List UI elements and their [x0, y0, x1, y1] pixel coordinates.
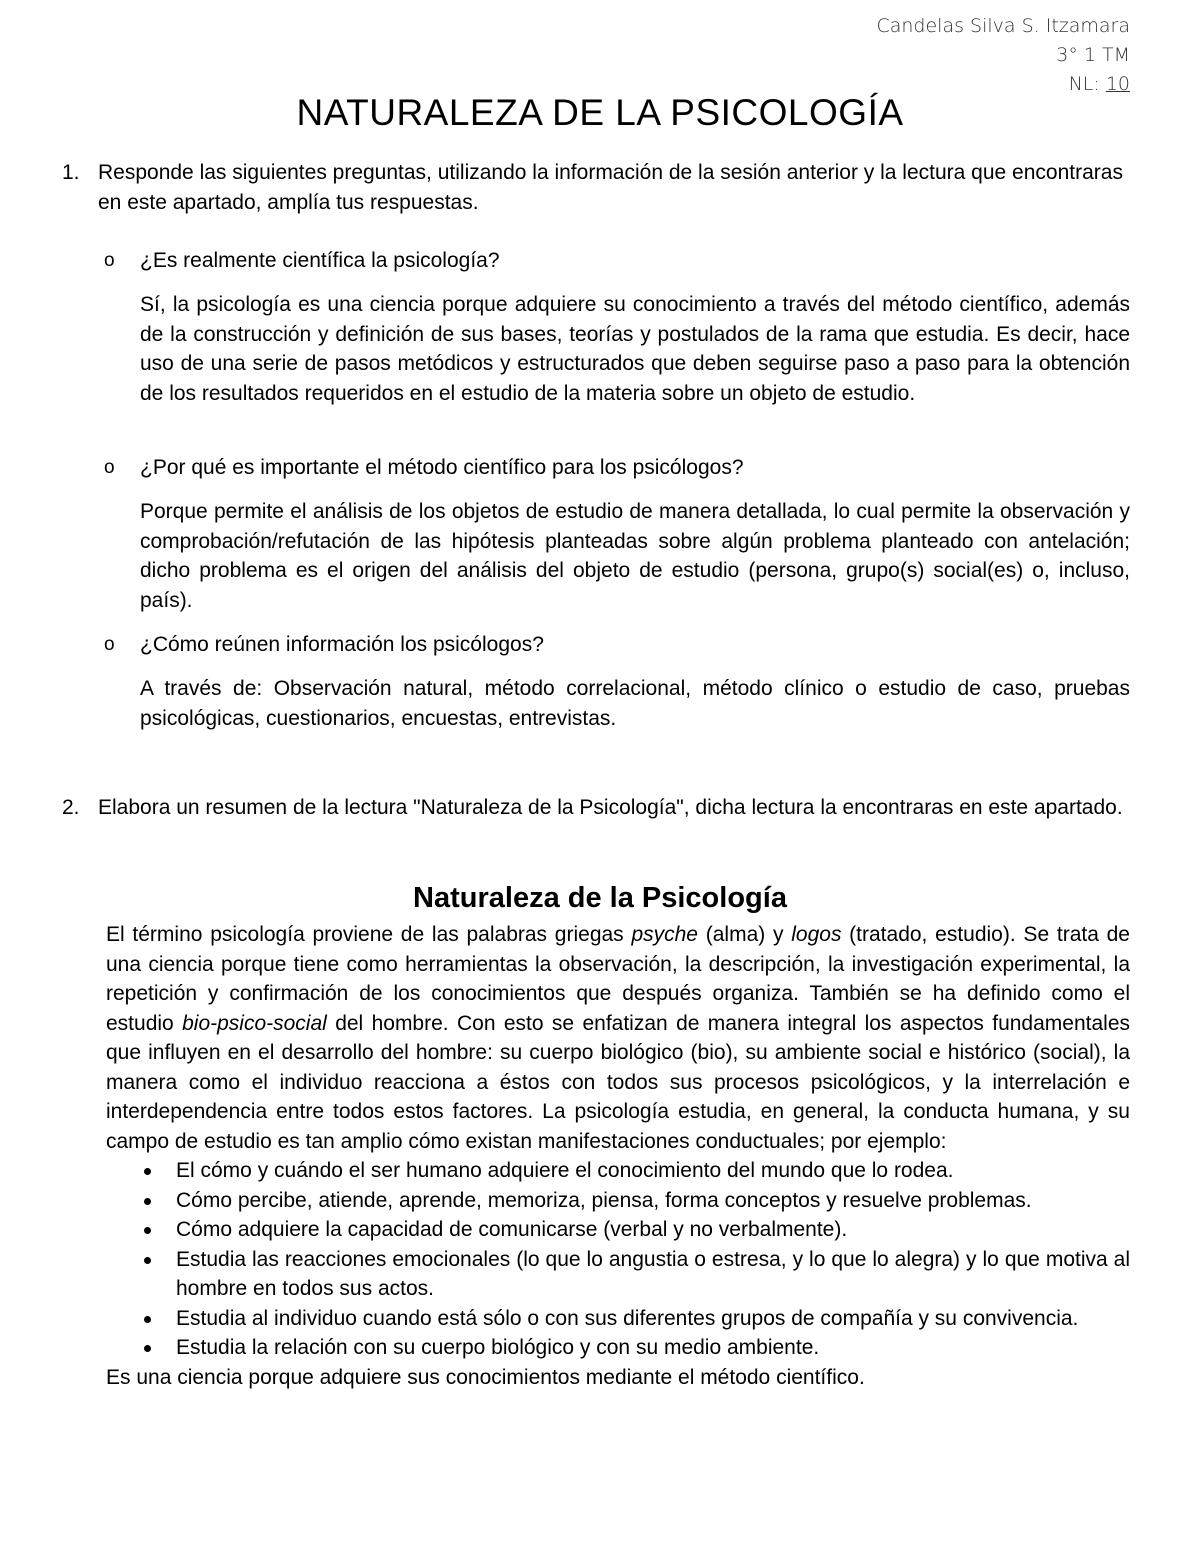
question-1-text: ¿Es realmente científica la psicología?: [140, 249, 500, 272]
question-2-text: ¿Por qué es importante el método científico para los psicólogos?: [140, 456, 744, 479]
bullet-dot-icon: [144, 1198, 151, 1205]
summary-intro-part: El término psicología proviene de las palabras griegas: [106, 923, 632, 946]
list-item: [106, 1215, 1130, 1245]
summary-closing: Es una ciencia porque adquiere sus conocimientos mediante el método científico.: [106, 1365, 865, 1389]
summary-intro: [106, 920, 1130, 1156]
question-3-text: ¿Cómo reúnen información los psicólogos?: [140, 633, 544, 656]
list-number-label: NL:: [1068, 73, 1100, 95]
question-3: [104, 630, 1130, 660]
summary-intro-part: (alma) y: [697, 923, 792, 946]
bullet-dot-icon: [144, 1345, 151, 1352]
student-group: 3° 1 TM: [1056, 44, 1130, 66]
bullet-dot-icon: [144, 1316, 151, 1323]
student-info: [876, 12, 1130, 99]
list-item: [106, 1186, 1130, 1216]
student-name: Candelas Silva S. Itzamara: [876, 15, 1130, 37]
page-title: NATURALEZA DE LA PSICOLOGÍA: [296, 92, 904, 133]
instruction-2-number: 2.: [62, 796, 80, 819]
list-item-text: Cómo percibe, atiende, aprende, memoriza, piensa, forma conceptos y resuelve problemas.: [176, 1188, 1032, 1212]
bullet-dot-icon: [144, 1168, 151, 1175]
summary-title: Naturaleza de la Psicología: [413, 882, 787, 914]
bullet-dot-icon: [144, 1227, 151, 1234]
list-item-text: El cómo y cuándo el ser humano adquiere el conocimiento del mundo que lo rodea.: [176, 1159, 954, 1182]
question-bullet: o: [104, 634, 115, 655]
list-item-text: Cómo adquiere la capacidad de comunicarse (verbal y no verbalmente).: [176, 1218, 848, 1241]
list-number-value: 10: [1105, 73, 1130, 95]
summary-bullet-list: [106, 1156, 1130, 1363]
term-psyche: psyche: [631, 923, 698, 946]
list-item-text: Estudia la relación con su cuerpo biológico y con su medio ambiente.: [176, 1336, 820, 1359]
term-logos: logos: [791, 923, 842, 946]
summary-intro-part: (tratado, estudio). Se trata de una ciencia porque tiene como herramientas la observación, la descripción, la investigación experimental, la repetición y confirmación de los conocimientos que después organiza. También se ha definido como el estudio: [106, 923, 1130, 1035]
list-item-text: Estudia al individuo cuando está sólo o con sus diferentes grupos de compañía y su convivencia.: [176, 1306, 1079, 1330]
list-item: [106, 1304, 1130, 1334]
question-bullet: o: [104, 250, 115, 271]
term-bio-psico-social: bio-psico-social: [182, 1011, 327, 1035]
instruction-1: [62, 158, 1130, 217]
list-item: [106, 1156, 1130, 1186]
question-bullet: o: [104, 457, 115, 478]
answer-3: A través de: Observación natural, método correlacional, método clínico o estudio de caso, pruebas psicológicas, cuestionarios, encuestas, entrevistas.: [140, 677, 1130, 730]
answer-2: Porque permite el análisis de los objetos de estudio de manera detallada, lo cual permite la observación y comprobación/refutación de las hipótesis planteadas sobre algún problema planteado con antelación; dicho problema es el origen del análisis del objeto de estudio (persona, grupo(s) social(es) o, incluso, país).: [140, 500, 1130, 612]
list-item: [106, 1245, 1130, 1304]
instruction-1-number: 1.: [62, 161, 80, 184]
instruction-2-text: Elabora un resumen de la lectura "Naturaleza de la Psicología", dicha lectura la encontraras en este apartado.: [98, 796, 1123, 819]
summary-body: [106, 920, 1130, 1392]
answer-1: Sí, la psicología es una ciencia porque adquiere su conocimiento a través del método científico, además de la construcción y definición de sus bases, teorías y postulados de la rama que estudia. Es decir, hace uso de una serie de pasos metódicos y estructurados que deben seguirse paso a paso para la obtención de los resultados requeridos en el estudio de la materia sobre un objeto de estudio.: [140, 293, 1130, 405]
summary-intro-part: del hombre. Con esto se enfatizan de manera integral los aspectos fundamentales que influyen en el desarrollo del hombre: su cuerpo biológico (bio), su ambiente social e histórico (social), la manera como el individuo reacciona a éstos con todos sus procesos psicológicos, y la interrelación e interdependencia entre todos estos factores. La psicología estudia, en general, la conducta humana, y su campo de estudio es tan amplio cómo existan manifestaciones conductuales; por ejemplo:: [106, 1011, 1130, 1153]
instruction-1-text: Responde las siguientes preguntas, utilizando la información de la sesión anterior y la lectura que encontraras en este apartado, amplía tus respuestas.: [98, 161, 1123, 214]
list-item: [106, 1333, 1130, 1363]
list-item-text: Estudia las reacciones emocionales (lo que lo angustia o estresa, y lo que lo alegra) y lo que motiva al hombre en todos sus actos.: [176, 1247, 1130, 1300]
question-1: [104, 246, 1130, 276]
question-2: [104, 453, 1130, 483]
instruction-2: [62, 793, 1130, 823]
bullet-dot-icon: [144, 1257, 151, 1264]
